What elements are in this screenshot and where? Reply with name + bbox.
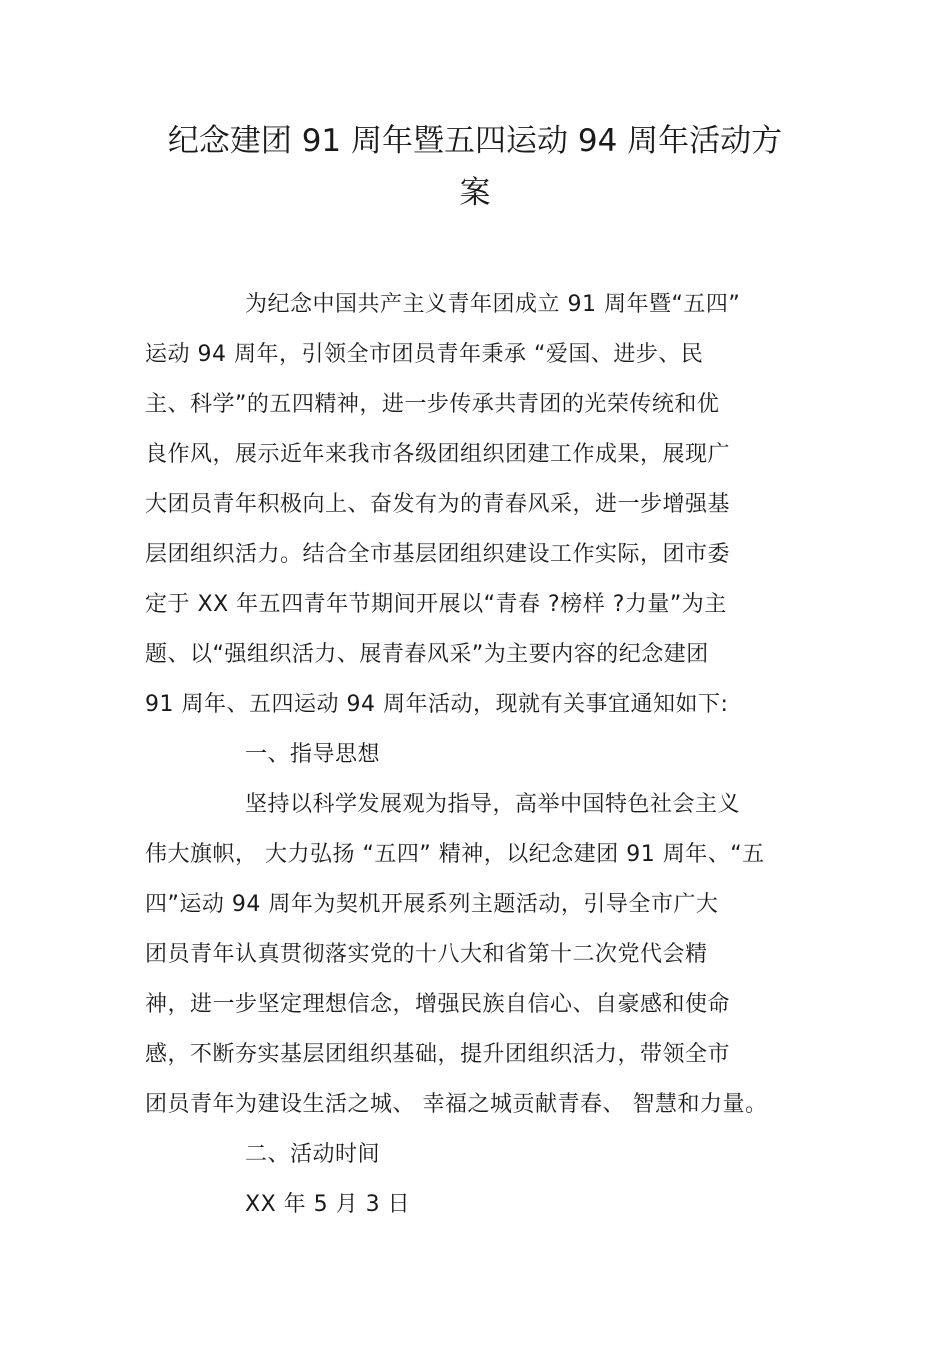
paragraph-line: 坚持以科学发展观为指导，高举中国特色社会主义 (245, 792, 741, 817)
paragraph-line: 91 周年、五四运动 94 周年活动，现就有关事宜通知如下: (145, 692, 729, 717)
paragraph-line: 大团员青年积极向上、奋发有为的青春风采，进一步增强基 (145, 492, 731, 517)
document-title: 纪念建团 91 周年暨五四运动 94 周年活动方 (167, 123, 783, 159)
activity-date: XX 年 5 月 3 日 (245, 1192, 411, 1217)
section-heading-guiding-thought: 一、指导思想 (245, 742, 381, 767)
section-heading-activity-time: 二、活动时间 (245, 1142, 381, 1167)
paragraph-line: 团员青年认真贯彻落实党的十八大和省第十二次党代会精 (145, 942, 708, 967)
paragraph-line: 良作风，展示近年来我市各级团组织团建工作成果，展现广 (145, 442, 731, 467)
paragraph-line: 题、以“强组织活力、展青春风采”为主要内容的纪念建团 (145, 642, 709, 667)
paragraph-line: 主、科学”的五四精神，进一步传承共青团的光荣传统和优 (145, 392, 720, 417)
paragraph-line: 神，进一步坚定理想信念，增强民族自信心、自豪感和使命 (145, 992, 731, 1017)
document-title-continued: 案 (459, 175, 491, 211)
paragraph-line: 团员青年为建设生活之城、 幸福之城贡献青春、 智慧和力量。 (145, 1092, 768, 1117)
paragraph-line: 感，不断夯实基层团组织基础，提升团组织活力，带领全市 (145, 1042, 731, 1067)
paragraph-line: 为纪念中国共产主义青年团成立 91 周年暨“五四” (245, 292, 741, 317)
paragraph-line: 运动 94 周年，引领全市团员青年秉承 “爱国、进步、民 (145, 342, 704, 367)
paragraph-line: 定于 XX 年五四青年节期间开展以“青春 ?榜样 ?力量”为主 (145, 592, 727, 617)
paragraph-line: 层团组织活力。结合全市基层团组织建设工作实际，团市委 (145, 542, 731, 567)
paragraph-line: 伟大旗帜， 大力弘扬 “五四” 精神，以纪念建团 91 周年、“五 (145, 842, 765, 867)
paragraph-line: 四”运动 94 周年为契机开展系列主题活动，引导全市广大 (145, 892, 719, 917)
